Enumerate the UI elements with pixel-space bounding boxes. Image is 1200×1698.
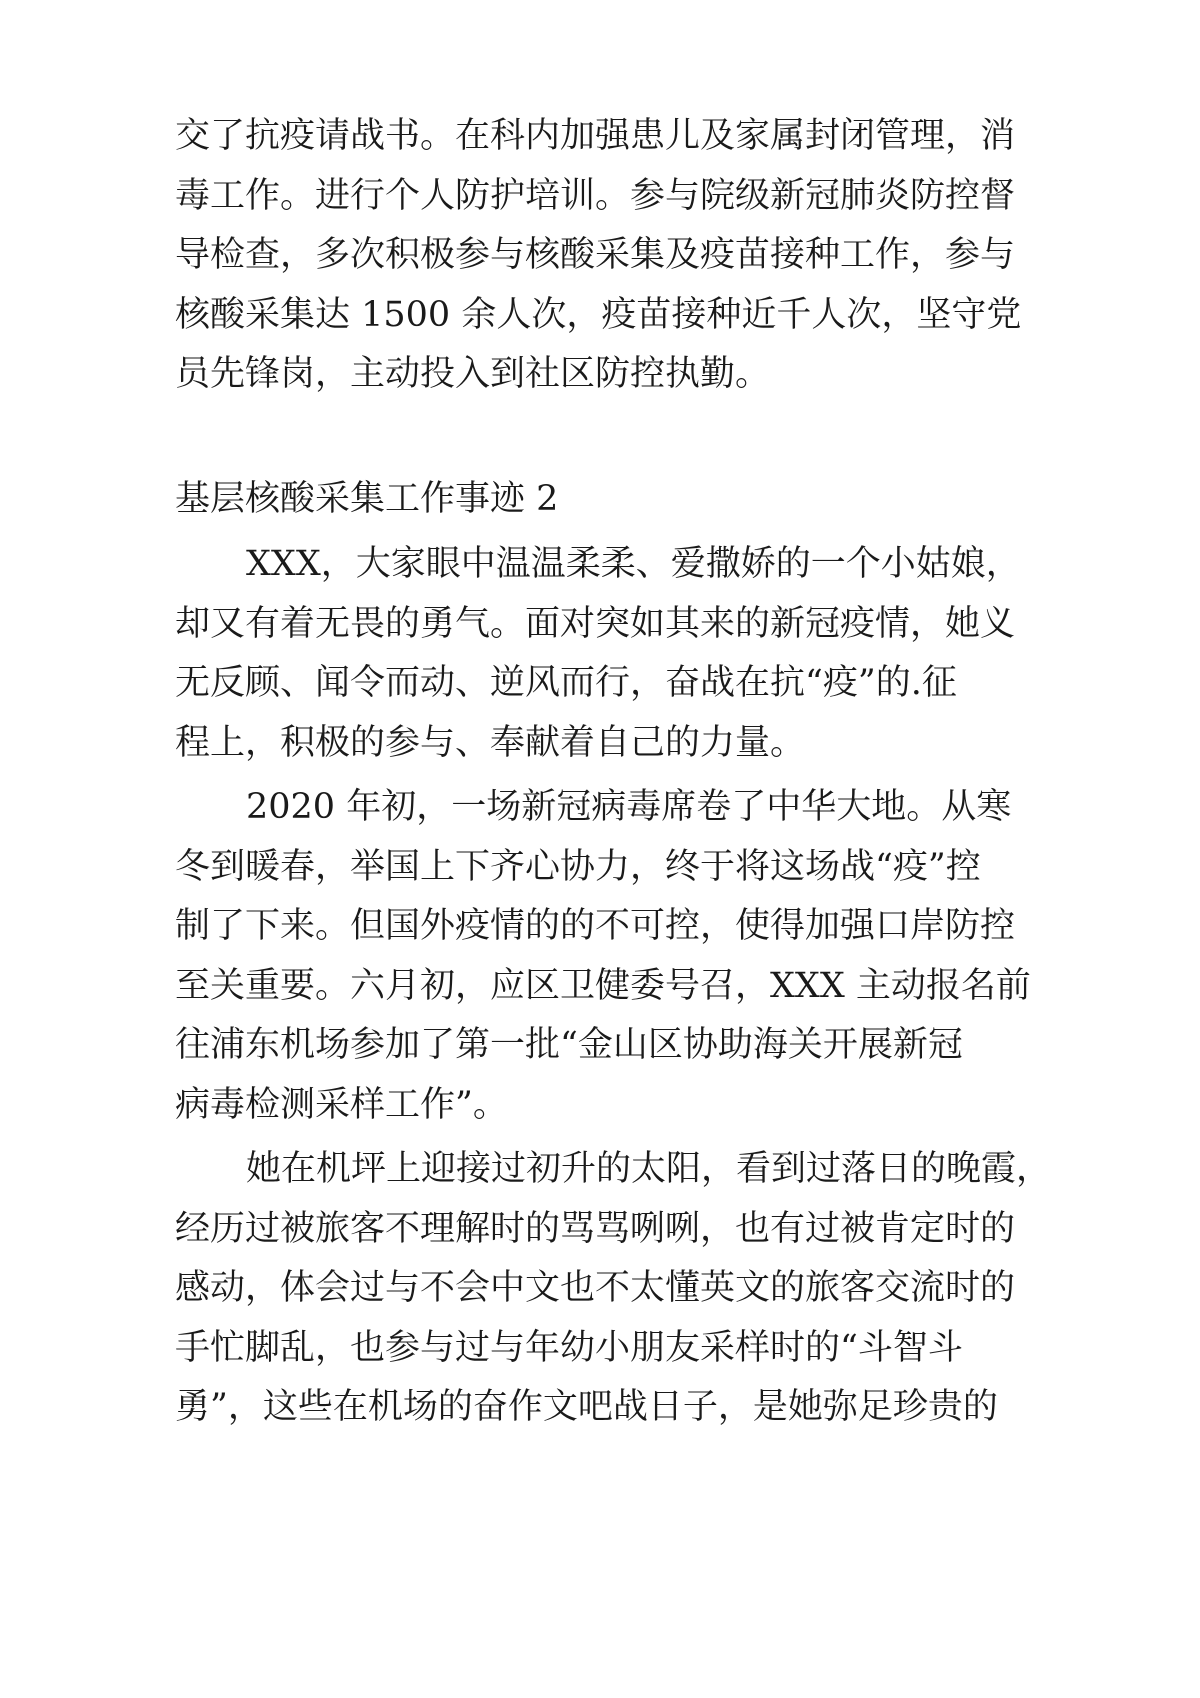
paragraph-3-line-5: 勇”，这些在机场的奋作文吧战日子，是她弥足珍贵的 [175,1387,998,1427]
paragraph-1-line-3: 无反顾、闻令而动、逆风而行，奋战在抗“疫”的.征 [175,663,957,703]
paragraph-1-line-1: XXX，大家眼中温温柔柔、爱撒娇的一个小姑娘， [246,544,1021,584]
paragraph-2-line-2: 冬到暖春，举国上下齐心协力，终于将这场战“疫”控 [175,847,981,887]
paragraph-intro-line-1: 交了抗疫请战书。在科内加强患儿及家属封闭管理，消 [175,116,1016,156]
paragraph-intro-line-2: 毒工作。进行个人防护培训。参与院级新冠肺炎防控督 [175,176,1016,216]
paragraph-1-line-4: 程上，积极的参与、奉献着自己的力量。 [175,723,806,763]
paragraph-intro-line-3: 导检查，多次积极参与核酸采集及疫苗接种工作，参与 [175,235,1016,275]
section-title: 基层核酸采集工作事迹 2 [175,479,559,519]
paragraph-2-line-5: 往浦东机场参加了第一批“金山区协助海关开展新冠 [175,1025,963,1065]
paragraph-3-line-2: 经历过被旅客不理解时的骂骂咧咧，也有过被肯定时的 [175,1209,1016,1249]
paragraph-3-line-3: 感动，体会过与不会中文也不太懂英文的旅客交流时的 [175,1268,1016,1308]
paragraph-3-line-4: 手忙脚乱，也参与过与年幼小朋友采样时的“斗智斗 [175,1328,963,1368]
paragraph-3-line-1: 她在机坪上迎接过初升的太阳，看到过落日的晚霞， [246,1149,1052,1189]
paragraph-2-line-3: 制了下来。但国外疫情的的不可控，使得加强口岸防控 [175,906,1016,946]
paragraph-intro-line-4: 核酸采集达 1500 余人次，疫苗接种近千人次，坚守党 [175,295,1022,335]
paragraph-2-line-6: 病毒检测采样工作”。 [175,1085,508,1125]
paragraph-2-line-4: 至关重要。六月初，应区卫健委号召，XXX 主动报名前 [175,966,1031,1006]
paragraph-intro-line-5: 员先锋岗，主动投入到社区防控执勤。 [175,354,771,394]
paragraph-1-line-2: 却又有着无畏的勇气。面对突如其来的新冠疫情，她义 [175,604,1016,644]
paragraph-2-line-1: 2020 年初，一场新冠病毒席卷了中华大地。从寒 [246,787,1012,827]
